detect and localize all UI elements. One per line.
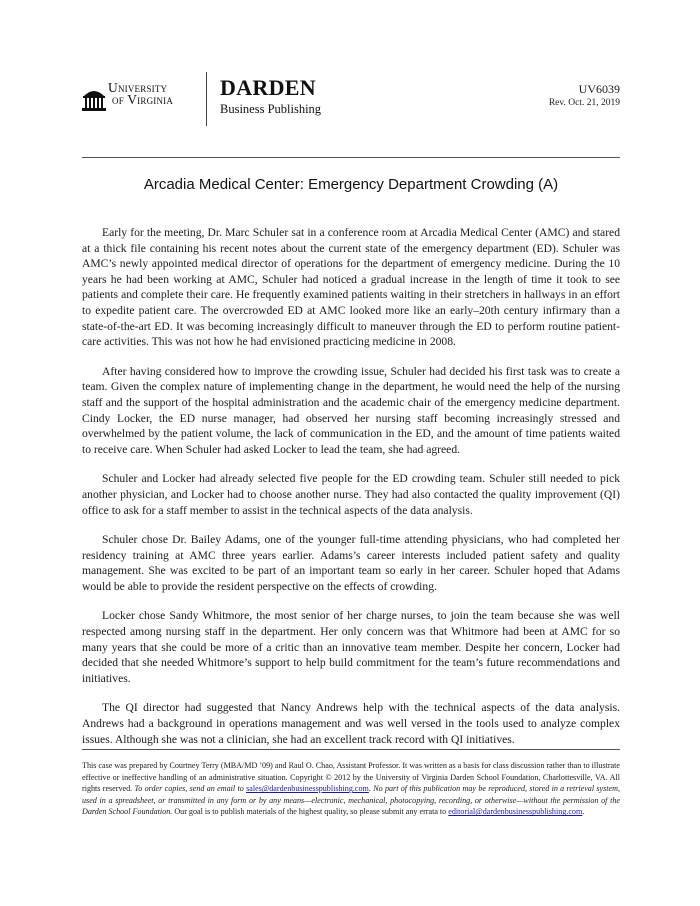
editorial-email-link[interactable]: editorial@dardenbusinesspublishing.com (448, 807, 583, 817)
case-number: UV6039 (578, 82, 620, 96)
header-rule (82, 157, 620, 158)
publisher-subtitle: Business Publishing (220, 102, 322, 116)
revision-date: Rev. Oct. 21, 2019 (548, 98, 620, 108)
paragraph: Locker chose Sandy Whitmore, the most senior of her charge nurses, to join the team because she was well respected among nursing staff in the department. Her only concern was that Whitmore had been at AMC for so many years that she could be more of a critic than an innovative team member. Despite her concern, Locker had decided that she needed Whitmore’s support to help build commitment for the team’s future recommendations and initiatives. (82, 609, 620, 685)
uva-line-1: University (108, 80, 168, 95)
paragraph: After having considered how to improve the crowding issue, Schuler had decided his first task was to create a team. Given the complex nature of implementing change in the department, he would need the help of the nursing staff and the support of the hospital administration and the academic chair of the emergency medicine department. Cindy Locker, the ED nurse manager, had observed her nursing staff becoming increasingly stressed and overwhelmed by the patient volume, the lack of communication in the ED, and the amount of time patients waited to receive care. When Schuler had asked Locker to lead the team, she had agreed. (82, 364, 620, 456)
paragraph: Schuler chose Dr. Bailey Adams, one of the younger full-time attending physicians, who had completed her residency training at AMC three years earlier. Adams’s career interests included patient safety and quality management. She was excited to be part of an important team so early in her career. Schuler hoped that Adams would be able to provide the resident perspective on the effects of crowding. (82, 533, 620, 593)
publisher-name: DARDEN (220, 75, 316, 100)
footnote-rule (82, 749, 620, 750)
document-title: Arcadia Medical Center: Emergency Department Crowding (A) (143, 176, 559, 193)
errata-text: Our goal is to publish materials of the highest quality, so please submit any errata to (172, 807, 449, 817)
paragraph: Schuler and Locker had already selected five people for the ED crowding team. Schuler still needed to pick another physician, and Locker had to choose another nurse. They had also contacted the quality improvement (QI) office to ask for a staff member to assist in the technical aspects of the data analysis. (82, 472, 620, 517)
order-text: To order copies, send an email to (134, 784, 247, 794)
footnote-text: This case was prepared by Courtney Terry (MBA/MD ’09) and Raul O. Chao, Assistant Professor. It was written as a basis for class discussion rather than to illustrate effective or ineffective handling of an administrative situation. Copyright © 2012 by the University of Virginia Darden School Foundation, Charlottesville, VA. All rights reserved. (82, 761, 620, 794)
paragraph: Early for the meeting, Dr. Marc Schuler sat in a conference room at Arcadia Medical Center (AMC) and stared at a thick file containing his recent notes about the current state of the emergency department (ED). Schuler was AMC’s newly appointed medical director of operations for the department of emergency medicine. During the 10 years he had been working at AMC, Schuler had noticed a gradual increase in the length of time it took to see patients and complete their care. He frequently examined patients waiting in their stretchers in hallways in an effort to expedite patient care. The overcrowded ED at AMC looked more like an early–20th century infirmary than a state-of-the-art ED. It was becoming increasingly difficult to maneuver through the ED to perform routine patient-care activities. This was not how he had envisioned practicing medicine in 2008. (82, 226, 620, 349)
case-identifier (549, 82, 620, 108)
uva-line-2: of Virginia (112, 92, 174, 107)
paragraph: The QI director had suggested that Nancy Andrews help with the technical aspects of the data analysis. Andrews had a background in operations management and was well versed in the tools used to analyze complex issues. Although she was not a clinician, she had an excellent track record with QI initiatives. (82, 701, 620, 746)
footnote-end: . (582, 807, 585, 817)
header-divider (206, 72, 207, 126)
sales-email-link[interactable]: sales@dardenbusinesspublishing.com (246, 784, 369, 794)
darden-logo (220, 76, 321, 117)
page-header (82, 68, 620, 128)
rotunda-icon (82, 86, 106, 112)
case-body (82, 225, 620, 761)
copyright-footnote (82, 760, 620, 818)
rights-text: . No part of this publication may be reproduced, stored in a retrieval system, used in a spreadsheet, or transmitted in any form or by any means—electronic, mechanical, photocopying, recording, or otherwise—without the permission of the Darden School Foundation. (82, 784, 621, 817)
university-of-virginia-logo (82, 80, 192, 120)
